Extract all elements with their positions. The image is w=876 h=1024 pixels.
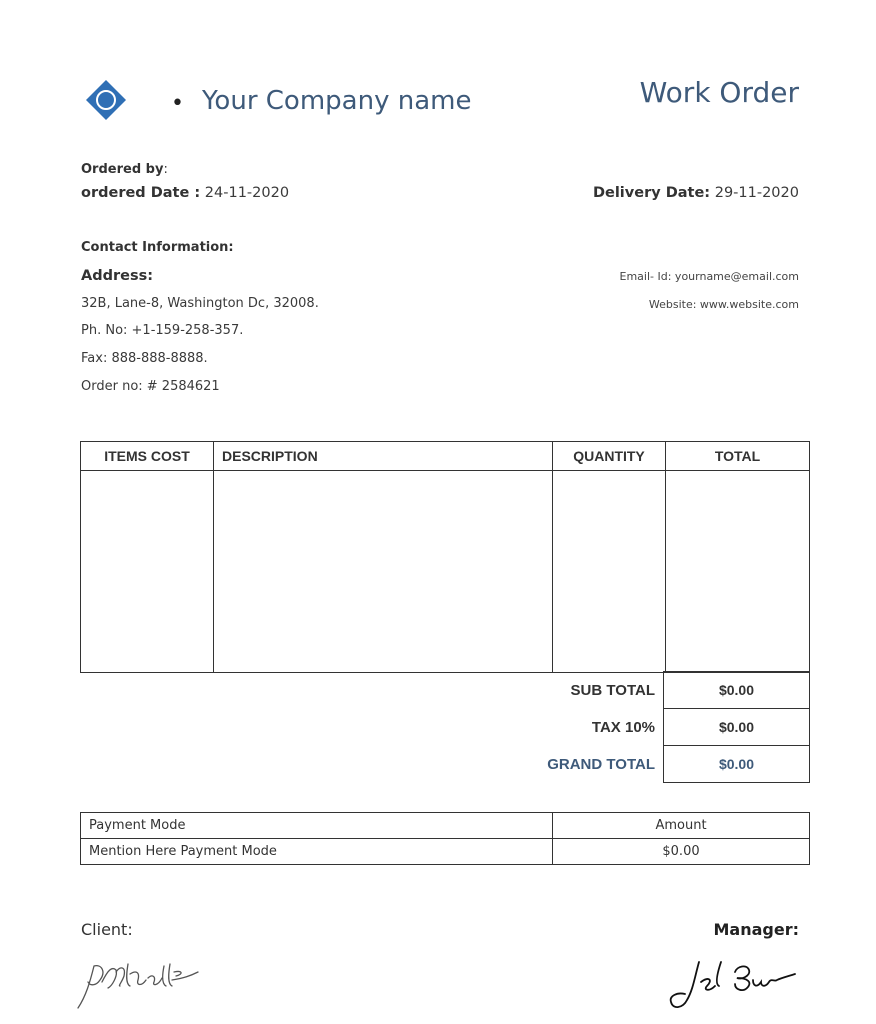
grand-total-value: $0.00: [664, 746, 810, 783]
delivery-date-label: Delivery Date:: [592, 185, 711, 201]
company-logo-icon: [86, 80, 126, 120]
col-description: DESCRIPTION: [214, 442, 553, 471]
payment-header-row: [81, 813, 810, 839]
address-line: 32B, Lane-8, Washington Dc, 32008.: [81, 296, 319, 311]
company-name: Your Company name: [202, 86, 472, 116]
ordered-by-label: Ordered by: [81, 162, 164, 177]
col-total: TOTAL: [666, 442, 810, 471]
tax-row: [80, 709, 810, 746]
delivery-date: [593, 185, 799, 201]
ordered-by: [81, 162, 168, 177]
client-label: Client:: [81, 920, 133, 939]
tax-value: $0.00: [664, 709, 810, 746]
ordered-date-label: ordered Date :: [81, 185, 201, 201]
sub-total-label: SUB TOTAL: [570, 681, 655, 699]
totals-table: [80, 671, 810, 783]
amount-header: Amount: [553, 813, 810, 839]
items-table: [80, 441, 810, 673]
email-id: Email- Id: yourname@email.com: [619, 270, 799, 283]
items-cost-cell[interactable]: [81, 471, 214, 673]
grand-total-label: GRAND TOTAL: [547, 755, 655, 773]
items-header-row: [81, 442, 810, 471]
amount-value[interactable]: $0.00: [553, 839, 810, 865]
total-cell[interactable]: [666, 471, 810, 673]
delivery-date-value: 29-11-2020: [714, 185, 799, 201]
col-quantity: QUANTITY: [553, 442, 666, 471]
fax-number: Fax: 888-888-8888.: [81, 351, 208, 366]
phone-number: Ph. No: +1-159-258-357.: [81, 323, 244, 338]
order-number: Order no: # 2584621: [81, 379, 220, 394]
contact-heading: Contact Information:: [81, 240, 234, 255]
sub-total-row: [80, 672, 810, 709]
description-cell[interactable]: [214, 471, 553, 673]
grand-total-row: [80, 746, 810, 783]
address-label: Address:: [81, 268, 154, 284]
manager-label: Manager:: [713, 920, 799, 939]
ordered-date: [81, 185, 289, 201]
client-signature-icon: [72, 952, 212, 1014]
payment-mode-value[interactable]: Mention Here Payment Mode: [81, 839, 553, 865]
sub-total-value: $0.00: [664, 672, 810, 709]
quantity-cell[interactable]: [553, 471, 666, 673]
website: Website: www.website.com: [648, 298, 799, 311]
document-title: Work Order: [639, 76, 799, 109]
payment-table: [80, 812, 810, 865]
items-body-row: [81, 471, 810, 673]
ordered-by-colon: :: [163, 162, 168, 177]
manager-signature-icon: [665, 952, 800, 1014]
payment-value-row: [81, 839, 810, 865]
col-items-cost: ITEMS COST: [81, 442, 214, 471]
ordered-date-value: 24-11-2020: [204, 185, 290, 201]
payment-mode-header: Payment Mode: [81, 813, 553, 839]
tax-label: TAX 10%: [591, 718, 655, 736]
company-bullet: •: [171, 91, 184, 116]
